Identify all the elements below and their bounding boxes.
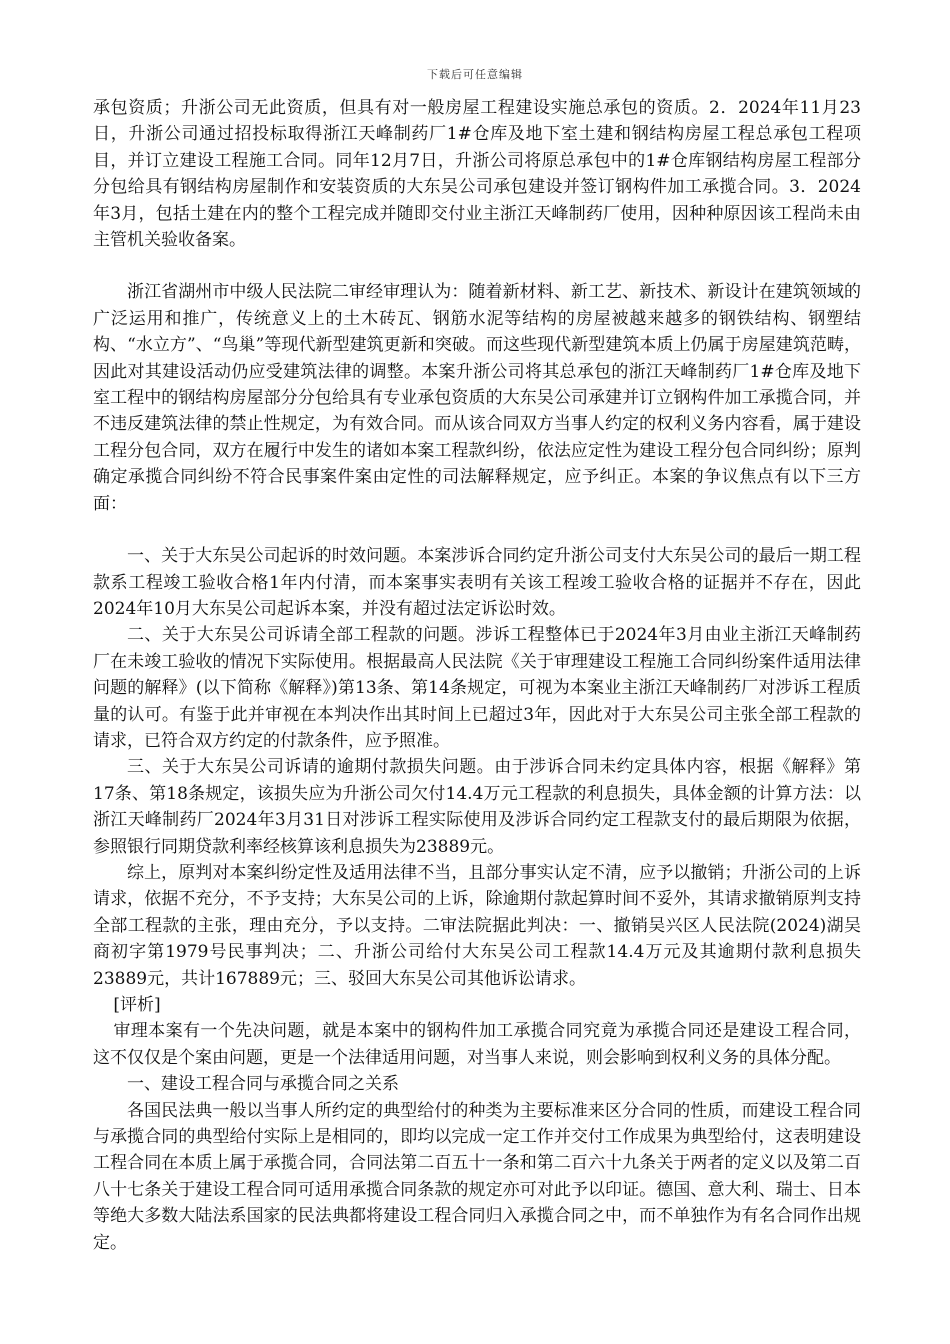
subheading-contract-relationship: 一、建设工程合同与承揽合同之关系 [127,1074,399,1095]
paragraph-second-instance-holding: 浙江省湖州市中级人民法院二审经审理认为：随着新材料、新工艺、新技术、新设计在建筑领域的广泛运用和推广，传统意义上的土木砖瓦、钢筋水泥等结构的房屋被越来越多的钢铁结构、钢塑结构、“水立方”、“鸟巢”等现代新型建筑更新和突破。而这些现代新型建筑本质上仍属于房屋建筑范畴，因此对其建设活动仍应受建筑法律的调整。本案升浙公司将其总承包的浙江天峰制药厂1#仓库及地下室工程中的钢结构房屋部分分包给具有专业承包资质的大东吴公司承建并订立钢构件加工承揽合同，并不违反建筑法律的禁止性规定，为有效合同。而从该合同双方当事人约定的权利义务内容看，属于建设工程分包合同，双方在履行中发生的诸如本案工程款纠纷，依法应定性为建设工程分包合同纠纷；原判确定承揽合同纠纷不符合民事案件案由定性的司法解释规定，应予纠正。本案的争议焦点有以下三方面： [93,282,861,514]
paragraph-issue-late-payment: 三、关于大东吴公司诉请的逾期付款损失问题。由于涉诉合同未约定具体内容，根据《解释》第17条、第18条规定，该损失应为升浙公司欠付14.4万元工程款的利息损失，具体金额的计算方法：以浙江天峰制药厂2024年3月31日对涉诉工程实际使用及涉诉合同约定工程款支付的最后期限为依据，参照银行同期贷款利率经核算该利息损失为23889元。 [93,757,861,857]
paragraph-issue-full-payment: 二、关于大东吴公司诉请全部工程款的问题。涉诉工程整体已于2024年3月由业主浙江天峰制药厂在未竣工验收的情况下实际使用。根据最高人民法院《关于审理建设工程施工合同纠纷案件适用法律问题的解释》(以下简称《解释》)第13条、第14条规定，可视为本案业主浙江天峰制药厂对涉诉工程质量的认可。有鉴于此并审视在本判决作出其时间上已超过3年，因此对于大东吴公司主张全部工程款的请求，已符合双方约定的付款条件，应予照准。 [93,625,861,751]
paragraph-civil-code-analysis: 各国民法典一般以当事人所约定的典型给付的种类为主要标准来区分合同的性质，而建设工程合同与承揽合同的典型给付实际上是相同的，即均以完成一定工作并交付工作成果为典型给付，这表明建设工程合同在本质上属于承揽合同，合同法第二百五十一条和第二百六十九条关于两者的定义以及第二百八十七条关于建设工程合同可适用承揽合同条款的规定亦可对此予以印证。德国、意大利、瑞士、日本等绝大多数大陆法系国家的民法典都将建设工程合同归入承揽合同之中，而不单独作为有名合同作出规定。 [93,1100,861,1253]
paragraph-project-background: 承包资质；升浙公司无此资质，但具有对一般房屋工程建设实施总承包的资质。2．2024年11月23日，升浙公司通过招投标取得浙江天峰制药厂1#仓库及地下室土建和钢结构房屋工程总承包工程项目，并订立建设工程施工合同。同年12月7日，升浙公司将原总承包中的1#仓库钢结构房屋工程部分分包给具有钢结构房屋制作和安装资质的大东吴公司承包建设并签订钢构件加工承揽合同。3．2024年3月，包括土建在内的整个工程完成并随即交付业主浙江天峰制药厂使用，因种种原因该工程尚未由主管机关验收备案。 [93,98,861,251]
paragraph-preliminary-question: 审理本案有一个先决问题，就是本案中的钢构件加工承揽合同究竟为承揽合同还是建设工程合同，这不仅仅是个案由问题，更是一个法律适用问题，对当事人来说，则会影响到权利义务的具体分配。 [93,1021,861,1068]
paragraph-issue-limitation: 一、关于大东吴公司起诉的时效问题。本案涉诉合同约定升浙公司支付大东吴公司的最后一期工程款系工程竣工验收合格1年内付清，而本案事实表明有关该工程竣工验收合格的证据并不存在，因此2024年10月大东吴公司起诉本案，并没有超过法定诉讼时效。 [93,546,861,619]
document-body [93,95,861,1256]
section-heading-commentary: [评析] [113,995,161,1015]
page-header-note: 下载后可任意编辑 [427,68,523,81]
paragraph-judgment-summary: 综上，原判对本案纠纷定性及适用法律不当，且部分事实认定不清，应予以撤销；升浙公司的上诉请求，依据不充分，不予支持；大东吴公司的上诉，除逾期付款起算时间不妥外，其请求撤销原判支持全部工程款的主张，理由充分，予以支持。二审法院据此判决：一、撤销吴兴区人民法院(2024)湖吴商初字第1979号民事判决；二、升浙公司给付大东吴公司工程款14.4万元及其逾期付款利息损失23889元，共计167889元；三、驳回大东吴公司其他诉讼请求。 [93,862,861,989]
